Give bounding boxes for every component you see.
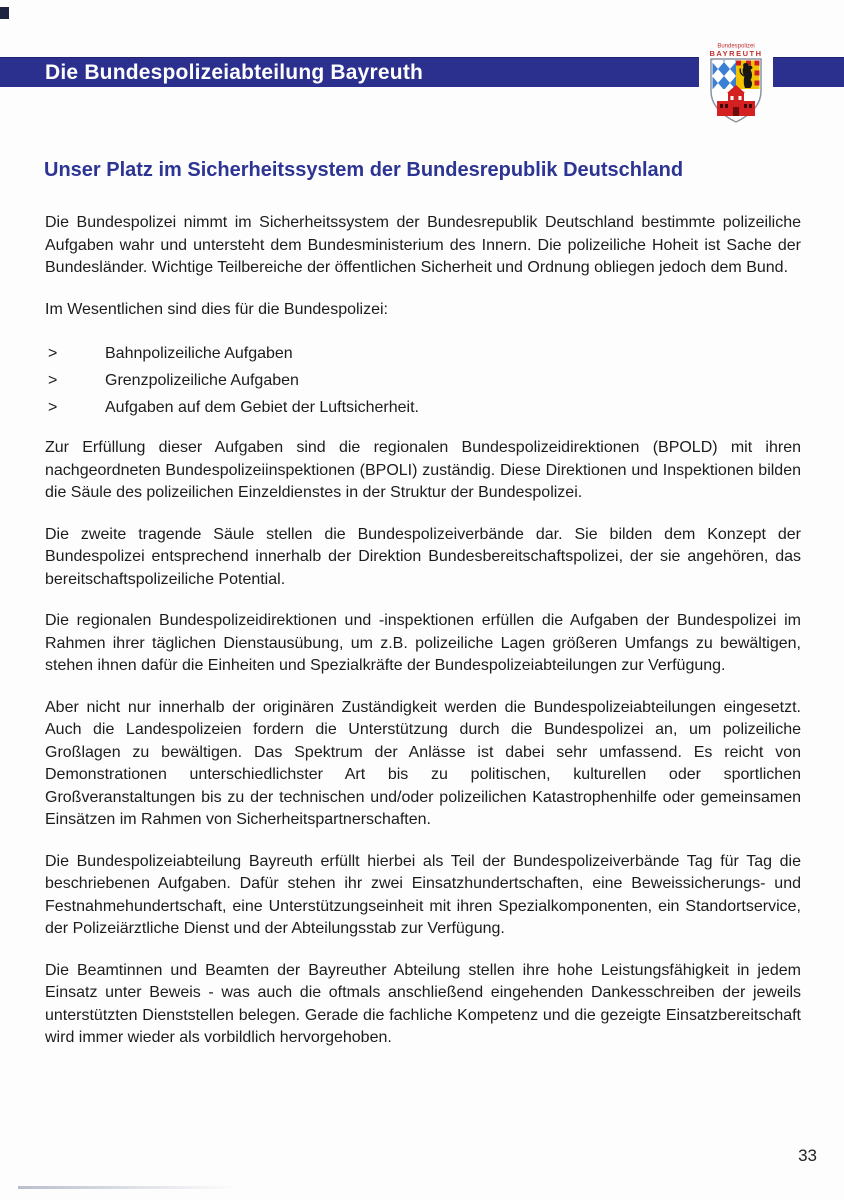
chapter-title: Die Bundespolizeiabteilung Bayreuth bbox=[45, 60, 424, 84]
bullet-marker: > bbox=[48, 399, 58, 416]
body-paragraph: Zur Erfüllung dieser Aufgaben sind die regionalen Bundespolizeidirektionen (BPOLD) mit ihren nachgeordneten Bundespolizeiinspektionen (BPOLI) zuständig. Diese Direktionen und Inspektionen bilden die Säule des polizeilichen Einzeldienstes in der Struktur der Bundespolizei. bbox=[45, 439, 801, 501]
scan-corner-mark bbox=[0, 7, 9, 19]
body-paragraph: Die zweite tragende Säule stellen die Bundespolizeiverbände dar. Sie bilden dem Konzept der Bundespolizei entsprechend innerhalb der Direktion Bundesbereitschaftspolizei, der sie angehören, das bereitschaftspolizeiliche Potential. bbox=[45, 525, 801, 588]
page-title: Unser Platz im Sicherheitssystem der Bundesrepublik Deutschland bbox=[44, 159, 684, 182]
list-item-label: Aufgaben auf dem Gebiet der Luftsicherheit. bbox=[105, 399, 419, 416]
body-text bbox=[45, 212, 801, 1069]
task-bullet-list bbox=[45, 340, 801, 421]
body-paragraph: Die Bundespolizeiabteilung Bayreuth erfüllt hierbei als Teil der Bundespolizeiverbände Tag für Tag die beschriebenen Aufgaben. Dafür stehen ihr zwei Einsatzhundertschaften, eine Beweissicherungs- und Festnahmehundertschaft, eine Unterstützungseinheit mit ihren Spezialkomponenten, ein Standortservice, der Polizeiärztliche Dienst und der Abteilungsstab zur Verfügung. bbox=[45, 852, 801, 937]
body-paragraph: Im Wesentlichen sind dies für die Bundespolizei: bbox=[45, 300, 388, 318]
list-item-label: Grenzpolizeiliche Aufgaben bbox=[105, 372, 299, 389]
list-item-label: Bahnpolizeiliche Aufgaben bbox=[105, 345, 293, 362]
body-paragraph: Die Bundespolizei nimmt im Sicherheitssystem der Bundesrepublik Deutschland bestimmte polizeiliche Aufgaben wahr und untersteht dem Bundesministerium des Innern. Die polizeiliche Hoheit ist Sache der Bundesländer. Wichtige Teilbereiche der öffentlichen Sicherheit und Ordnung obliegen jedoch dem Bund. bbox=[45, 214, 801, 276]
bullet-marker: > bbox=[48, 372, 58, 389]
list-item bbox=[45, 340, 801, 367]
scan-edge-line bbox=[18, 1186, 238, 1189]
crest-location-label: BAYREUTH bbox=[709, 49, 763, 58]
crest-agency-label: Bundespolizei bbox=[717, 43, 755, 50]
list-item bbox=[45, 394, 801, 421]
body-paragraph: Die regionalen Bundespolizeidirektionen und -inspektionen erfüllen die Aufgaben der Bundespolizei im Rahmen ihrer täglichen Dienstausübung, um z.B. polizeiliche Lagen größeren Umfangs zu bewältigen, stehen ihnen dafür die Einheiten und Spezialkräfte der Bundespolizeiabteilungen zur Verfügung. bbox=[45, 612, 801, 674]
page-number: 33 bbox=[798, 1146, 817, 1165]
bundespolizei-bayreuth-crest bbox=[699, 40, 773, 128]
body-paragraph: Aber nicht nur innerhalb der originären Zuständigkeit werden die Bundespolizeiabteilungen eingesetzt. Auch die Landespolizeien fordern die Unterstützung durch die Bundespolizei an, um polizeiliche Großlagen zu bewältigen. Das Spektrum der Anlässe ist dabei sehr umfassend. Es reicht von Demonstrationen unterschiedlichster Art bis zu politischen, kulturellen oder sportlichen Großveranstaltungen bis zu der technischen und/oder polizeilichen Katastrophenhilfe oder gemeinsamen Einsätzen im Rahmen von Sicherheitspartnerschaften. bbox=[45, 698, 801, 828]
list-item bbox=[45, 367, 801, 394]
crest-icon bbox=[700, 41, 772, 127]
bullet-marker: > bbox=[48, 345, 58, 362]
bavaria-lozenges bbox=[713, 61, 737, 90]
body-paragraph: Die Beamtinnen und Beamten der Bayreuther Abteilung stellen ihre hohe Leistungsfähigkeit in jedem Einsatz unter Beweis - was auch die oftmals anschließend eingehenden Dankesschreiben der jeweils unterstützten Dienststellen belegen. Gerade die fachliche Kompetenz und die gezeigte Einsatzbereitschaft wird immer wieder als vorbildlich hervorgehoben. bbox=[45, 961, 801, 1046]
